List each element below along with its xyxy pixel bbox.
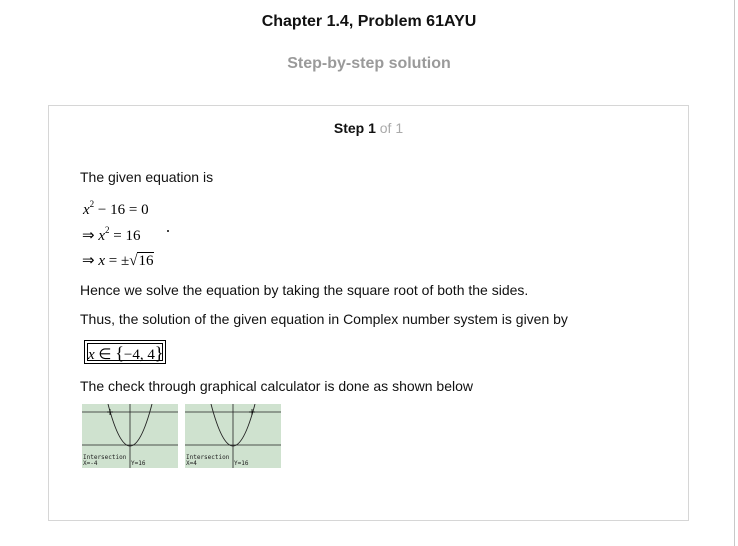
cursor-mark xyxy=(249,409,255,415)
equation-2 xyxy=(82,225,140,245)
graph-intro-text: The check through graphical calculator is done as shown below xyxy=(80,378,474,394)
solution-subtitle: Step-by-step solution xyxy=(287,55,451,72)
eq1-exponent: 2 xyxy=(89,199,95,209)
step-header xyxy=(49,120,688,136)
answer-expression xyxy=(87,343,163,361)
explanation-text: Hence we solve the equation by taking the square root of both the sides. xyxy=(80,282,529,298)
equation-1 xyxy=(83,199,149,219)
calc-caption-2: Intersection xyxy=(186,454,230,461)
answer-box xyxy=(84,340,166,364)
calculator-screen-2 xyxy=(185,404,281,468)
radical-sign: √ xyxy=(129,253,138,269)
calc-x-readout-1: X=-4 xyxy=(83,460,98,467)
calc-y-readout-1: Y=16 xyxy=(131,460,146,467)
square-root xyxy=(129,253,154,270)
eq2-variable: x xyxy=(98,228,105,244)
calculator-screen-1 xyxy=(82,404,178,468)
calc-x-readout-2: X=4 xyxy=(186,460,197,467)
answer-values: −4, 4 xyxy=(123,347,155,363)
solution-intro-text: Thus, the solution of the given equation in Complex number system is given by xyxy=(80,311,568,327)
calc-y-readout-2: Y=16 xyxy=(234,460,249,467)
answer-open-brace: { xyxy=(115,343,124,363)
answer-variable: x xyxy=(88,347,95,363)
answer-membership: ∈ xyxy=(94,347,116,363)
eq2-exponent: 2 xyxy=(105,225,110,235)
cursor-mark xyxy=(107,409,113,415)
eq3-equals: = ± xyxy=(105,253,130,269)
radicand: 16 xyxy=(138,253,154,269)
eq1-rest: − 16 = 0 xyxy=(94,202,149,218)
step-label: Step 1 xyxy=(333,120,376,136)
eq3-variable: x xyxy=(98,253,105,269)
eq3-arrow: ⇒ xyxy=(82,253,95,269)
equation-3 xyxy=(82,251,154,270)
chapter-title: Chapter 1.4, Problem 61AYU xyxy=(261,13,477,30)
calc-caption-1: Intersection xyxy=(83,454,127,461)
step-count: of 1 xyxy=(379,120,404,136)
eq2-arrow: ⇒ xyxy=(82,228,95,244)
step-card xyxy=(48,105,689,521)
stray-dot xyxy=(167,230,169,232)
intro-text: The given equation is xyxy=(80,169,214,185)
eq1-variable: x xyxy=(83,202,90,218)
eq2-rest: = 16 xyxy=(109,228,141,244)
answer-close-brace: } xyxy=(154,343,164,363)
